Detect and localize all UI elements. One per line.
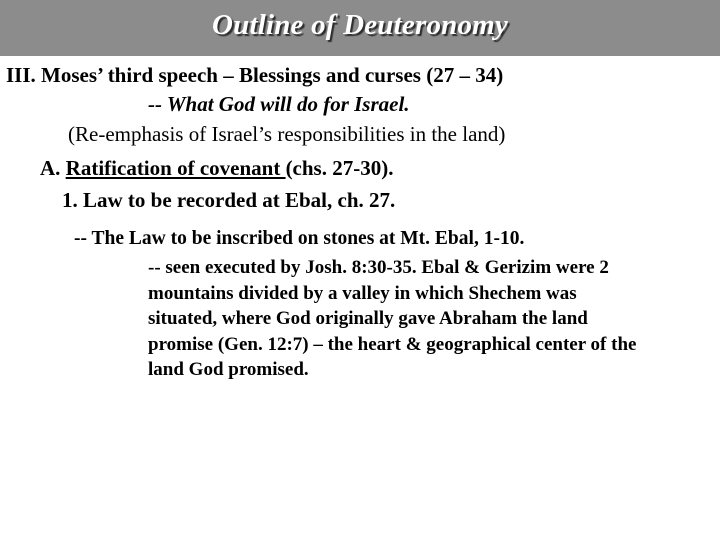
slide-title: Outline of Deuteronomy [211, 9, 508, 41]
paragraph-line: promise (Gen. 12:7) – the heart & geographical center of the [148, 333, 637, 355]
paragraph-line: land God promised. [148, 359, 309, 380]
detail-paragraph [148, 255, 720, 383]
outline-heading-iii: III. Moses’ third speech – Blessings and curses (27 – 34) [6, 63, 504, 87]
outline-subheading: -- What God will do for Israel. [148, 92, 410, 116]
outline-point-1: 1. Law to be recorded at Ebal, ch. 27. [62, 188, 396, 212]
outline-point-a [40, 155, 393, 181]
title-bar [0, 0, 720, 56]
paragraph-line: -- seen executed by Josh. 8:30-35. Ebal & Gerizim were 2 [148, 257, 609, 278]
outline-note: (Re-emphasis of Israel’s responsibilities in the land) [68, 122, 506, 146]
outline-detail: -- The Law to be inscribed on stones at Mt. Ebal, 1-10. [74, 228, 525, 249]
point-a-prefix: A. [40, 156, 66, 180]
point-a-underlined: Ratification of covenant [65, 156, 286, 180]
paragraph-line: situated, where God originally gave Abraham the land [148, 308, 588, 329]
point-a-suffix: (chs. 27-30). [285, 156, 394, 180]
paragraph-line: mountains divided by a valley in which Shechem was [148, 282, 577, 304]
